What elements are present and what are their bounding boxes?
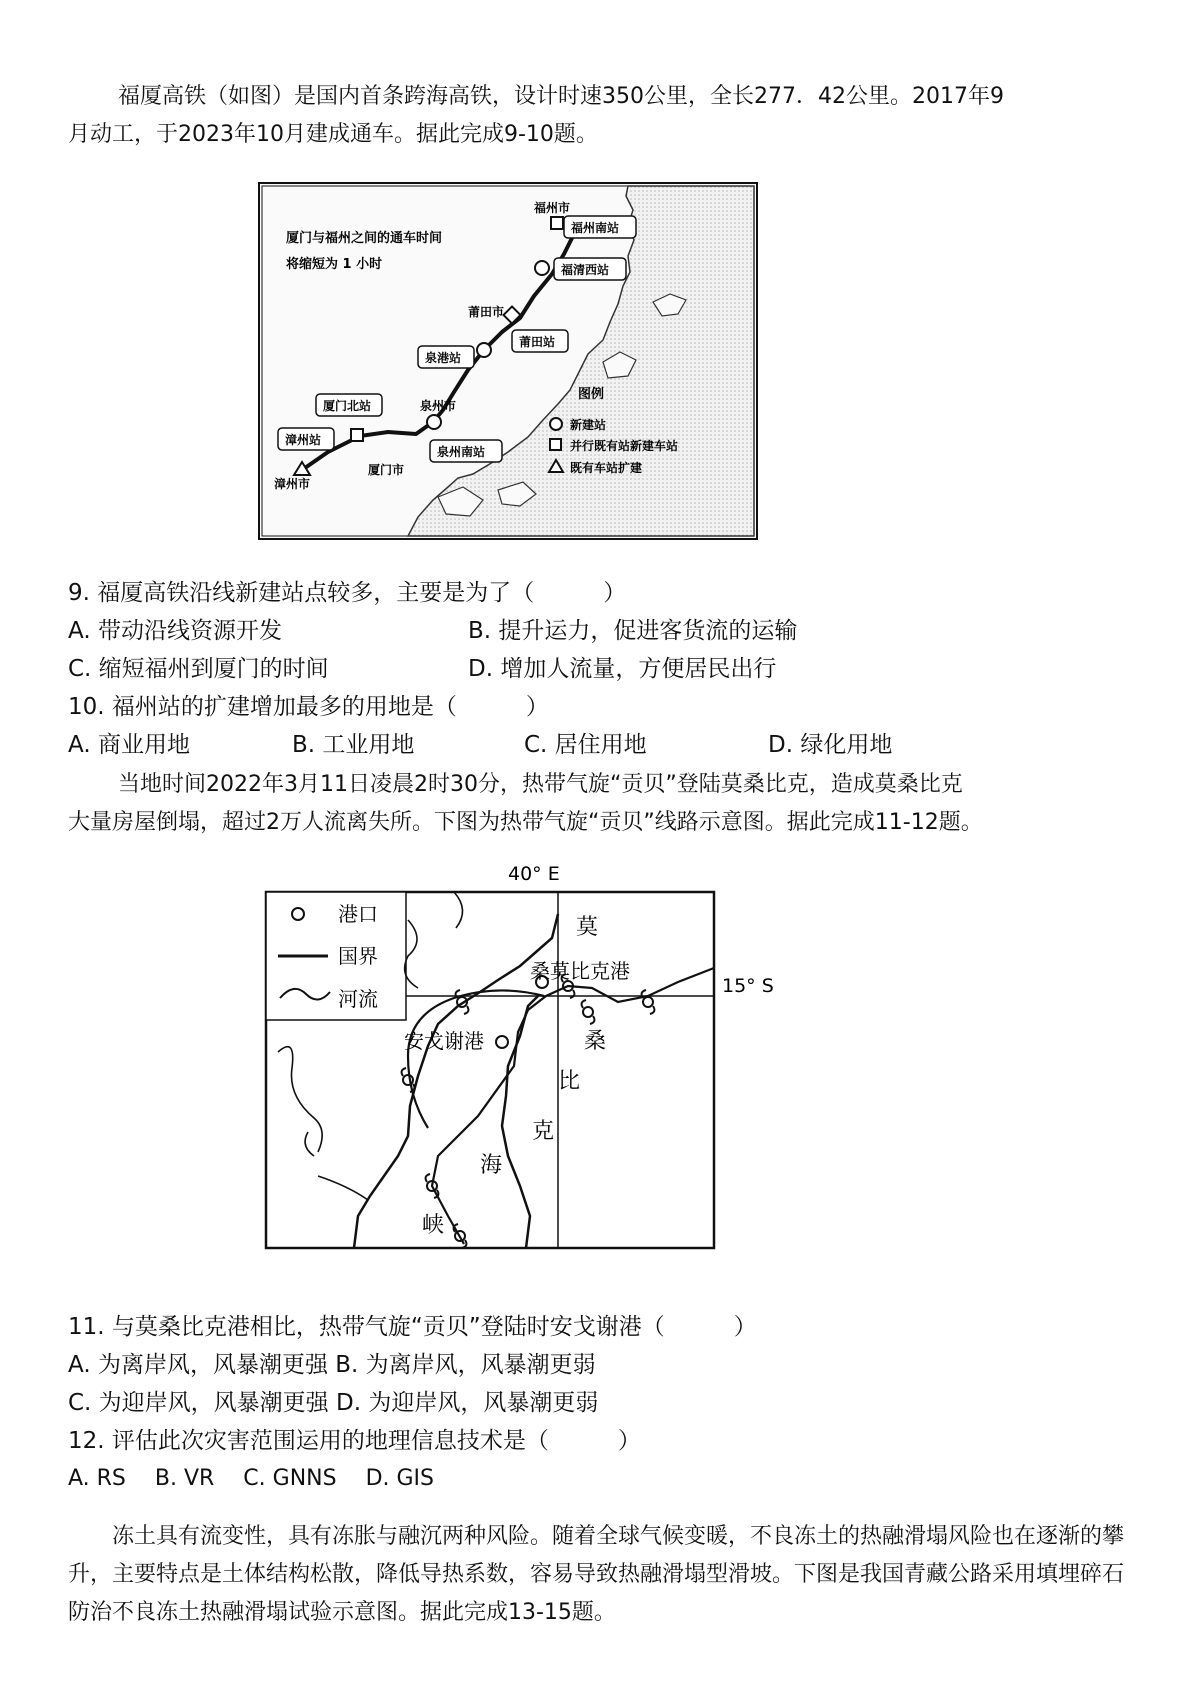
cyclone-track-map [258,856,798,1256]
country-char-3: 比 [558,1069,581,1094]
q12-options: A. RS B. VR C. GNNS D. GIS [68,1466,434,1491]
intro2-line1: 当地时间2022年3月11日凌晨2时30分，热带气旋“贡贝”登陆莫桑比克，造成莫桑比克 [118,772,963,797]
legend-expanded-station: 既有车站扩建 [570,461,643,475]
longitude-label: 40° E [508,863,560,885]
q10-option-d: D. 绿化用地 [768,732,893,758]
label-xiamen-north [316,394,382,416]
quangang-station-marker [477,343,491,357]
city-fuzhou: 福州市 [534,201,571,215]
intro2-line2: 大量房屋倒塌，超过2万人流离失所。下图为热带气旋“贡贝”线路示意图。据此完成11-12题。 [68,810,983,835]
fuqing-west-station-marker [535,261,549,275]
xiamen-north-station-marker [351,429,363,441]
port-mozambique-label: 桑莫比克港 [530,959,630,983]
country-char-1: 莫 [576,915,599,940]
q10-option-a: A. 商业用地 [68,732,190,758]
country-char-4: 克 [532,1119,555,1144]
q10-option-b: B. 工业用地 [292,732,415,758]
q9-stem: 9. 福厦高铁沿线新建站点较多，主要是为了（ ） [68,580,627,606]
map1-note-line2: 将缩短为 1 小时 [286,257,383,272]
q9-option-d: D. 增加人流量，方便居民出行 [468,656,777,682]
country-char-2: 桑 [584,1029,607,1054]
legend-port-symbol [292,908,304,920]
svg-text:福州南站: 福州南站 [571,221,620,235]
strait-char-2: 峡 [422,1213,445,1238]
svg-text:厦门北站: 厦门北站 [323,399,372,413]
city-xiamen: 厦门市 [368,463,405,477]
q10-option-c: C. 居住用地 [524,732,647,758]
legend-parallel-station-symbol [550,439,561,450]
q10-stem: 10. 福州站的扩建增加最多的用地是（ ） [68,694,549,720]
legend-new-station-symbol [550,418,562,430]
q9-option-a: A. 带动沿线资源开发 [68,618,282,644]
svg-text:莆田站: 莆田站 [519,335,556,349]
legend-border: 国界 [338,944,378,968]
svg-text:泉港站: 泉港站 [425,351,462,365]
legend-new-station: 新建站 [570,418,607,432]
strait-char-1: 海 [480,1153,503,1178]
q11-stem: 11. 与莫桑比克港相比，热带气旋“贡贝”登陆时安戈谢港（ ） [68,1314,757,1340]
q9-option-c: C. 缩短福州到厦门的时间 [68,656,329,682]
svg-text:漳州站: 漳州站 [285,433,322,447]
label-zhangzhou [278,428,334,450]
fuxia-railway-map [258,182,758,540]
label-quanzhou-south [430,440,502,462]
legend-title: 图例 [578,387,605,402]
legend-port: 港口 [338,902,378,926]
city-zhangzhou: 漳州市 [274,477,311,491]
q11-options-ab: A. 为离岸风，风暴潮更强 B. 为离岸风，风暴潮更弱 [68,1352,596,1378]
latitude-label: 15° S [722,975,774,997]
intro1-line2: 月动工，于2023年10月建成通车。据此完成9-10题。 [68,122,598,147]
legend-parallel-station: 并行既有站新建车站 [570,439,679,453]
q9-option-b: B. 提升运力，促进客货流的运输 [468,618,798,644]
q11-options-cd: C. 为迎岸风，风暴潮更强 D. 为迎岸风，风暴潮更弱 [68,1390,599,1416]
legend-river: 河流 [338,987,378,1011]
label-putian [512,330,568,352]
city-quanzhou: 泉州市 [420,399,457,413]
q12-stem: 12. 评估此次灾害范围运用的地理信息技术是（ ） [68,1428,641,1454]
svg-text:福清西站: 福清西站 [561,263,610,277]
label-fuzhou-south [564,216,636,238]
port-antalaha-marker [496,1036,508,1048]
svg-text:泉州南站: 泉州南站 [437,445,486,459]
intro1-line1: 福厦高铁（如图）是国内首条跨海高铁，设计时速350公里，全长277．42公里。2017年9 [118,84,1004,109]
intro3-paragraph: 冻土具有流变性，具有冻胀与融沉两种风险。随着全球气候变暖，不良冻土的热融滑塌风险也在逐渐的攀升，主要特点是土体结构松散，降低导热系数，容易导致热融滑塌型滑坡。下图是我国青藏公路采用填埋碎石防治不良冻土热融滑塌试验示意图。据此完成13-15题。 [68,1524,1125,1625]
port-antalaha-label: 安戈谢港 [404,1029,484,1053]
map1-note-line1: 厦门与福州之间的通车时间 [286,231,443,246]
fuzhou-south-station-marker [551,217,563,229]
label-quangang [418,346,474,368]
city-putian: 莆田市 [468,305,505,319]
quanzhou-south-station-marker [427,415,441,429]
label-fuqing-west [554,258,626,280]
